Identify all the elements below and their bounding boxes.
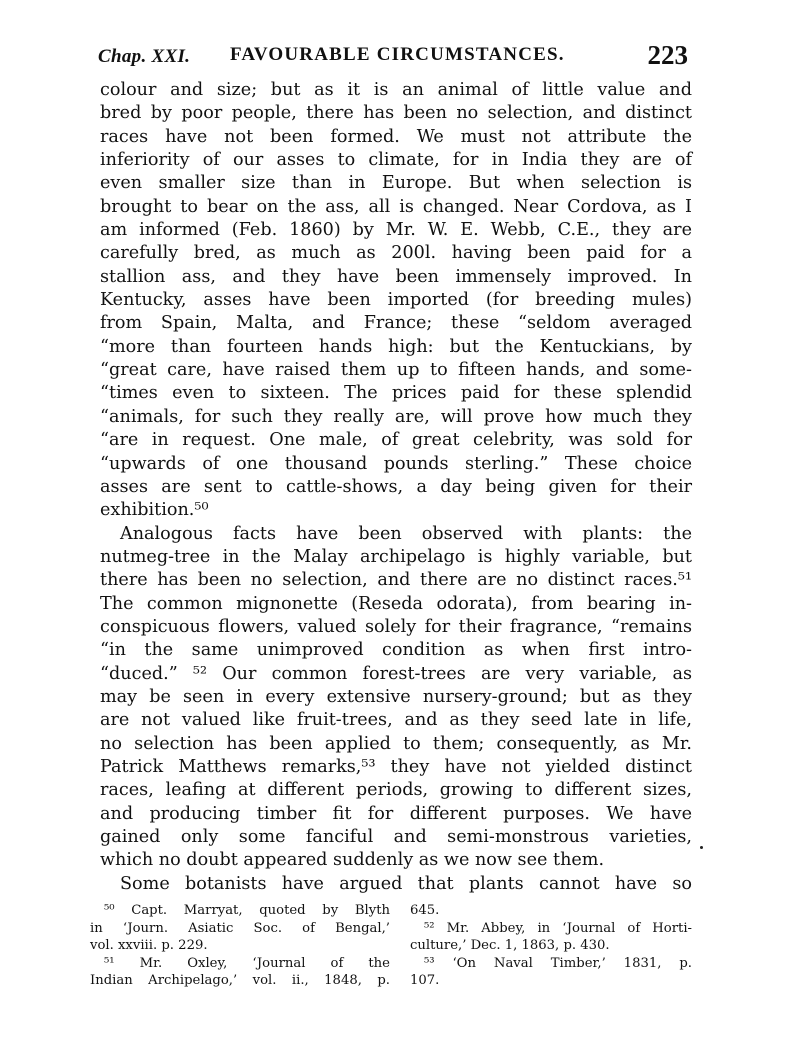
footnote-line: 107. [410, 973, 440, 988]
body-line: carefully bred, as much as 200l. having been paid for a [100, 243, 692, 264]
footnotes-right-column [410, 902, 692, 990]
body-line: no selection has been applied to them; consequently, as Mr. [100, 733, 692, 754]
footnote-line: culture,’ Dec. 1, 1863, p. 430. [410, 938, 610, 953]
body-line: may be seen in every extensive nursery-ground; but as they [100, 686, 692, 707]
paragraph-start-line: Some botanists have argued that plants cannot have so [120, 873, 692, 894]
body-line: am informed (Feb. 1860) by Mr. W. E. Webb, C.E., they are [100, 220, 692, 241]
body-line: “are in request. One male, of great celebrity, was sold for [100, 430, 692, 451]
body-line: races, leafing at different periods, growing to different sizes, [100, 780, 692, 801]
print-speck [700, 846, 703, 849]
footnote-line: ⁵¹ Mr. Oxley, ‘Journal of the [104, 955, 390, 971]
body-line: are not valued like fruit-trees, and as they seed late in life, [100, 710, 692, 731]
chapter-label: Chap. XXI. [98, 46, 191, 67]
body-line: nutmeg-tree in the Malay archipelago is highly variable, but [100, 546, 692, 567]
footnote-line: ⁵³ ‘On Naval Timber,’ 1831, p. [424, 955, 692, 971]
body-line: stallion ass, and they have been immensely improved. In [100, 266, 692, 287]
body-line: Kentucky, asses have been imported (for breeding mules) [100, 290, 692, 311]
page-number: 223 [647, 40, 688, 70]
footnote-line: 645. [410, 903, 440, 918]
body-line: asses are sent to cattle-shows, a day being given for their [100, 476, 692, 497]
footnote-line: Indian Archipelago,’ vol. ii., 1848, p. [90, 973, 390, 988]
body-line: The common mignonette (Reseda odorata), from bearing in- [100, 593, 692, 614]
footnote-line: ⁵⁰ Capt. Marryat, quoted by Blyth [104, 903, 390, 918]
body-line: and producing timber fit for different purposes. We have [100, 803, 692, 824]
footnotes [90, 902, 694, 992]
body-line: “times even to sixteen. The prices paid for these splendid [100, 383, 692, 404]
body-line: “more than fourteen hands high: but the Kentuckians, by [100, 336, 692, 357]
body-line: exhibition.⁵⁰ [100, 500, 209, 521]
body-line: “in the same unimproved condition as when first intro- [100, 640, 692, 661]
body-line: inferiority of our asses to climate, for in India they are of [100, 150, 692, 171]
footnote-line: vol. xxviii. p. 229. [90, 938, 208, 953]
body-line: brought to bear on the ass, all is changed. Near Cordova, as I [100, 196, 692, 217]
body-line: colour and size; but as it is an animal of little value and [100, 80, 692, 100]
running-title: FAVOURABLE CIRCUMSTANCES. [230, 44, 565, 65]
body-line: which no doubt appeared suddenly as we now see them. [100, 850, 605, 871]
footnote-line: in ‘Journ. Asiatic Soc. of Bengal,’ [90, 920, 390, 936]
footnotes-left-column [90, 902, 390, 990]
body-line: gained only some fanciful and semi-monstrous varieties, [100, 827, 692, 847]
body-line: there has been no selection, and there are no distinct races.⁵¹ [100, 570, 692, 591]
body-line: “great care, have raised them up to fifteen hands, and some- [100, 360, 692, 381]
body-line: from Spain, Malta, and France; these “seldom averaged [100, 313, 692, 334]
body-line: conspicuous flowers, valued solely for their fragrance, “remains [100, 616, 692, 637]
body-line: bred by poor people, there has been no selection, and distinct [100, 103, 692, 124]
body-text [100, 79, 692, 896]
body-line: “upwards of one thousand pounds sterling.” These choice [100, 453, 692, 474]
body-line: “animals, for such they really are, will prove how much they [100, 406, 692, 427]
body-line: “duced.” ⁵² Our common forest-trees are very variable, as [100, 663, 692, 684]
paragraph-start-line: Analogous facts have been observed with plants: the [120, 523, 692, 544]
footnote-line: ⁵² Mr. Abbey, in ‘Journal of Horti- [424, 920, 692, 936]
page-header [98, 40, 688, 74]
body-line: even smaller size than in Europe. But when selection is [100, 173, 692, 194]
body-line: races have not been formed. We must not attribute the [100, 126, 692, 147]
body-line: Patrick Matthews remarks,⁵³ they have not yielded distinct [100, 756, 692, 777]
